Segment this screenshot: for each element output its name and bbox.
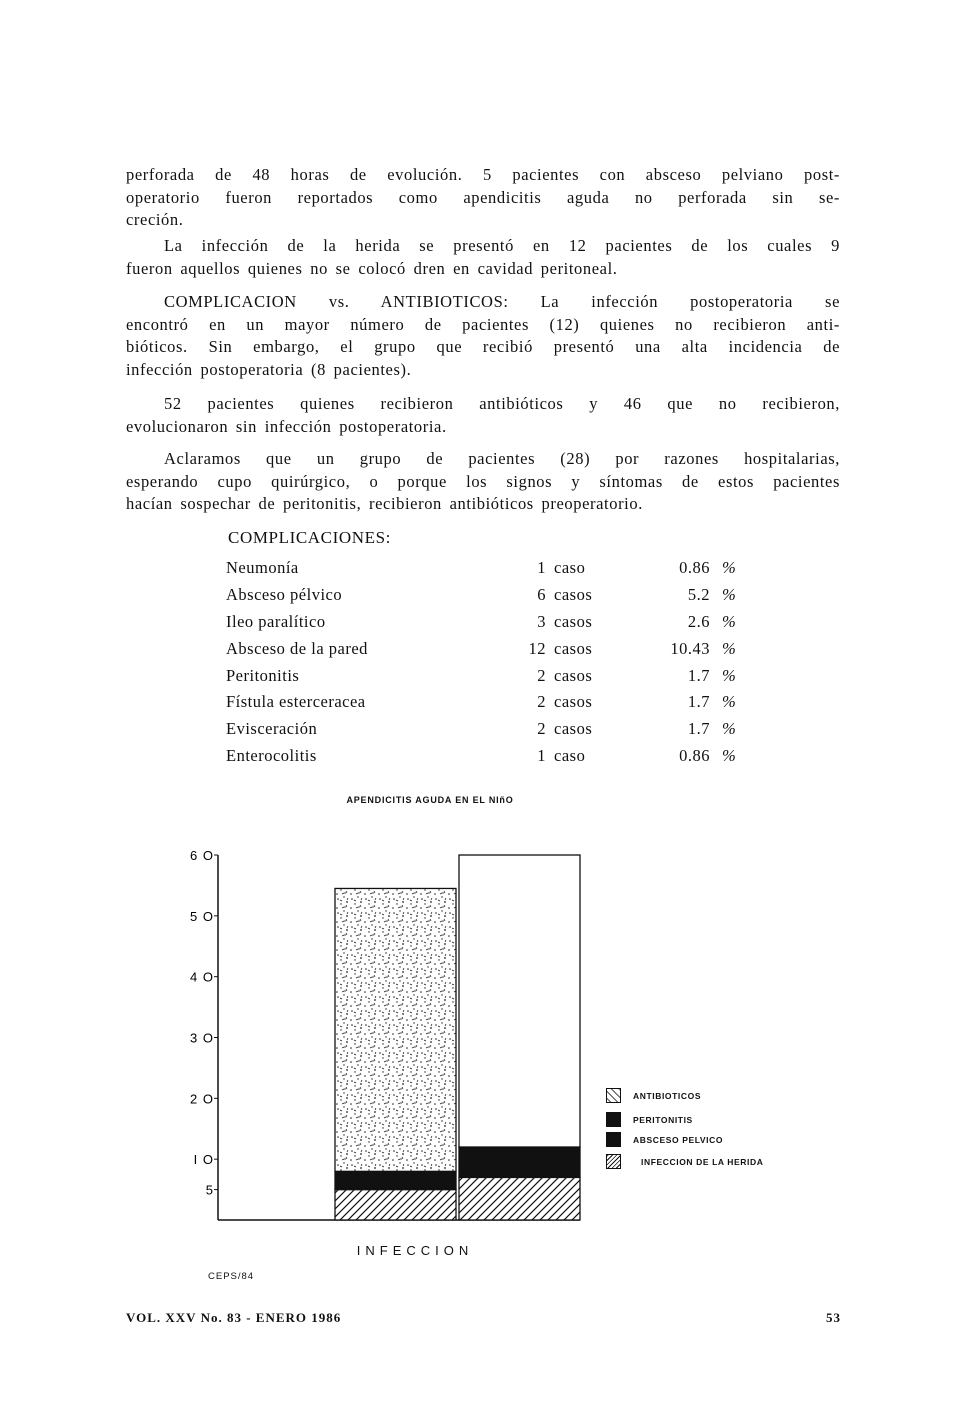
case-count: 2 <box>537 665 546 685</box>
percentage: 0.86 <box>679 558 710 578</box>
percent-sign: % <box>722 558 737 578</box>
y-tick-label: I O <box>193 1152 214 1168</box>
chart-title: APENDICITIS AGUDA EN EL NIñO <box>346 795 514 805</box>
text-line: bióticos. Sin embargo, el grupo que recibió presentó una alta incidencia de <box>126 337 840 356</box>
text-line: perforada de 48 horas de evolución. 5 pacientes con absceso pelviano post- <box>126 165 840 184</box>
percent-sign: % <box>722 665 737 685</box>
y-tick-label: 5 <box>205 1182 214 1198</box>
case-unit: casos <box>554 719 593 739</box>
text-line: infección postoperatoria (8 pacientes). <box>126 359 412 379</box>
case-unit: casos <box>554 692 593 712</box>
percentage: 2.6 <box>687 611 710 631</box>
text-line: Aclaramos que un grupo de pacientes (28) por razones hospitalarias, <box>164 449 840 468</box>
percentage: 1.7 <box>687 665 710 685</box>
text-line: encontró en un mayor número de pacientes (12) quienes no recibieron anti- <box>126 314 840 334</box>
bar-segment-infeccion-de-la-herida <box>335 1190 456 1220</box>
percentage: 1.7 <box>687 719 710 739</box>
solid-swatch-icon <box>606 1132 621 1147</box>
percent-sign: % <box>722 611 737 631</box>
y-tick-label: 2 O <box>190 1091 214 1107</box>
percentage: 5.2 <box>687 585 710 605</box>
percent-sign: % <box>722 745 737 765</box>
complication-name: Ileo paralítico <box>226 611 326 631</box>
percent-sign: % <box>722 692 737 712</box>
case-count: 3 <box>537 611 546 631</box>
text-line: fueron aquellos quienes no se colocó dren en cavidad peritoneal. <box>126 258 618 278</box>
bar-segment-absceso-pelvico <box>459 1147 580 1177</box>
case-count: 1 <box>537 558 546 578</box>
complication-name: Absceso de la pared <box>226 638 368 658</box>
case-count: 12 <box>528 638 546 658</box>
legend-label: ANTIBIOTICOS <box>633 1091 702 1101</box>
percentage: 10.43 <box>670 638 710 658</box>
complication-name: Enterocolitis <box>226 745 317 765</box>
case-unit: caso <box>554 745 586 765</box>
text-line: operatorio fueron reportados como apendicitis aguda no perforada sin se- <box>126 187 840 207</box>
case-unit: casos <box>554 638 593 658</box>
text-line: COMPLICACION vs. ANTIBIOTICOS: La infección postoperatoria se <box>164 292 840 311</box>
case-count: 2 <box>537 692 546 712</box>
complications-title: COMPLICACIONES: <box>228 528 391 547</box>
legend-label: INFECCION DE LA HERIDA <box>641 1157 764 1167</box>
complication-name: Neumonía <box>226 558 299 578</box>
legend-label: ABSCESO PELVICO <box>633 1135 724 1145</box>
text-line: La infección de la herida se presentó en 12 pacientes de los cuales 9 <box>164 236 840 255</box>
complication-name: Peritonitis <box>226 665 300 685</box>
case-count: 1 <box>537 745 546 765</box>
percent-sign: % <box>722 585 737 605</box>
case-unit: casos <box>554 665 593 685</box>
y-tick-label: 5 O <box>190 908 214 924</box>
complication-name: Evisceración <box>226 719 318 739</box>
case-unit: caso <box>554 558 586 578</box>
page-number: 53 <box>826 1310 841 1325</box>
complication-name: Fístula esterceracea <box>226 692 366 712</box>
bar-segment-infeccion-de-la-herida <box>459 1177 580 1220</box>
solid-swatch-icon <box>606 1112 621 1127</box>
source-note: CEPS/84 <box>208 1271 255 1282</box>
bar-segment-antibioticos <box>335 888 456 1171</box>
footer-volume: VOL. XXV No. 83 - ENERO 1986 <box>126 1310 342 1325</box>
text-line: hacían sospechar de peritonitis, recibieron antibióticos preoperatorio. <box>126 494 643 513</box>
case-unit: casos <box>554 611 593 631</box>
bar-segment-absceso-pelvico <box>335 1171 456 1189</box>
case-count: 6 <box>537 585 546 605</box>
text-line: evolucionaron sin infección postoperatoria. <box>126 416 447 436</box>
percent-sign: % <box>722 638 737 658</box>
text-line: 52 pacientes quienes recibieron antibióticos y 46 que no recibieron, <box>164 394 840 413</box>
legend-label: PERITONITIS <box>633 1115 693 1125</box>
x-axis-label: INFECCION <box>356 1243 474 1258</box>
text-line: creción. <box>126 210 184 229</box>
percentage: 0.86 <box>679 745 710 765</box>
case-unit: casos <box>554 585 593 605</box>
percent-sign: % <box>722 719 737 739</box>
y-tick-label: 6 O <box>190 848 214 863</box>
y-tick-label: 3 O <box>190 1030 214 1046</box>
hatch-swatch-icon <box>606 1154 621 1169</box>
stipple-swatch-icon <box>606 1088 621 1103</box>
percentage: 1.7 <box>687 692 710 712</box>
complication-name: Absceso pélvico <box>226 585 343 605</box>
case-count: 2 <box>537 719 546 739</box>
y-tick-label: 4 O <box>190 969 214 985</box>
text-line: esperando cupo quirúrgico, o porque los signos y síntomas de estos pacientes <box>126 471 840 491</box>
bar-segment-none <box>459 855 580 1147</box>
